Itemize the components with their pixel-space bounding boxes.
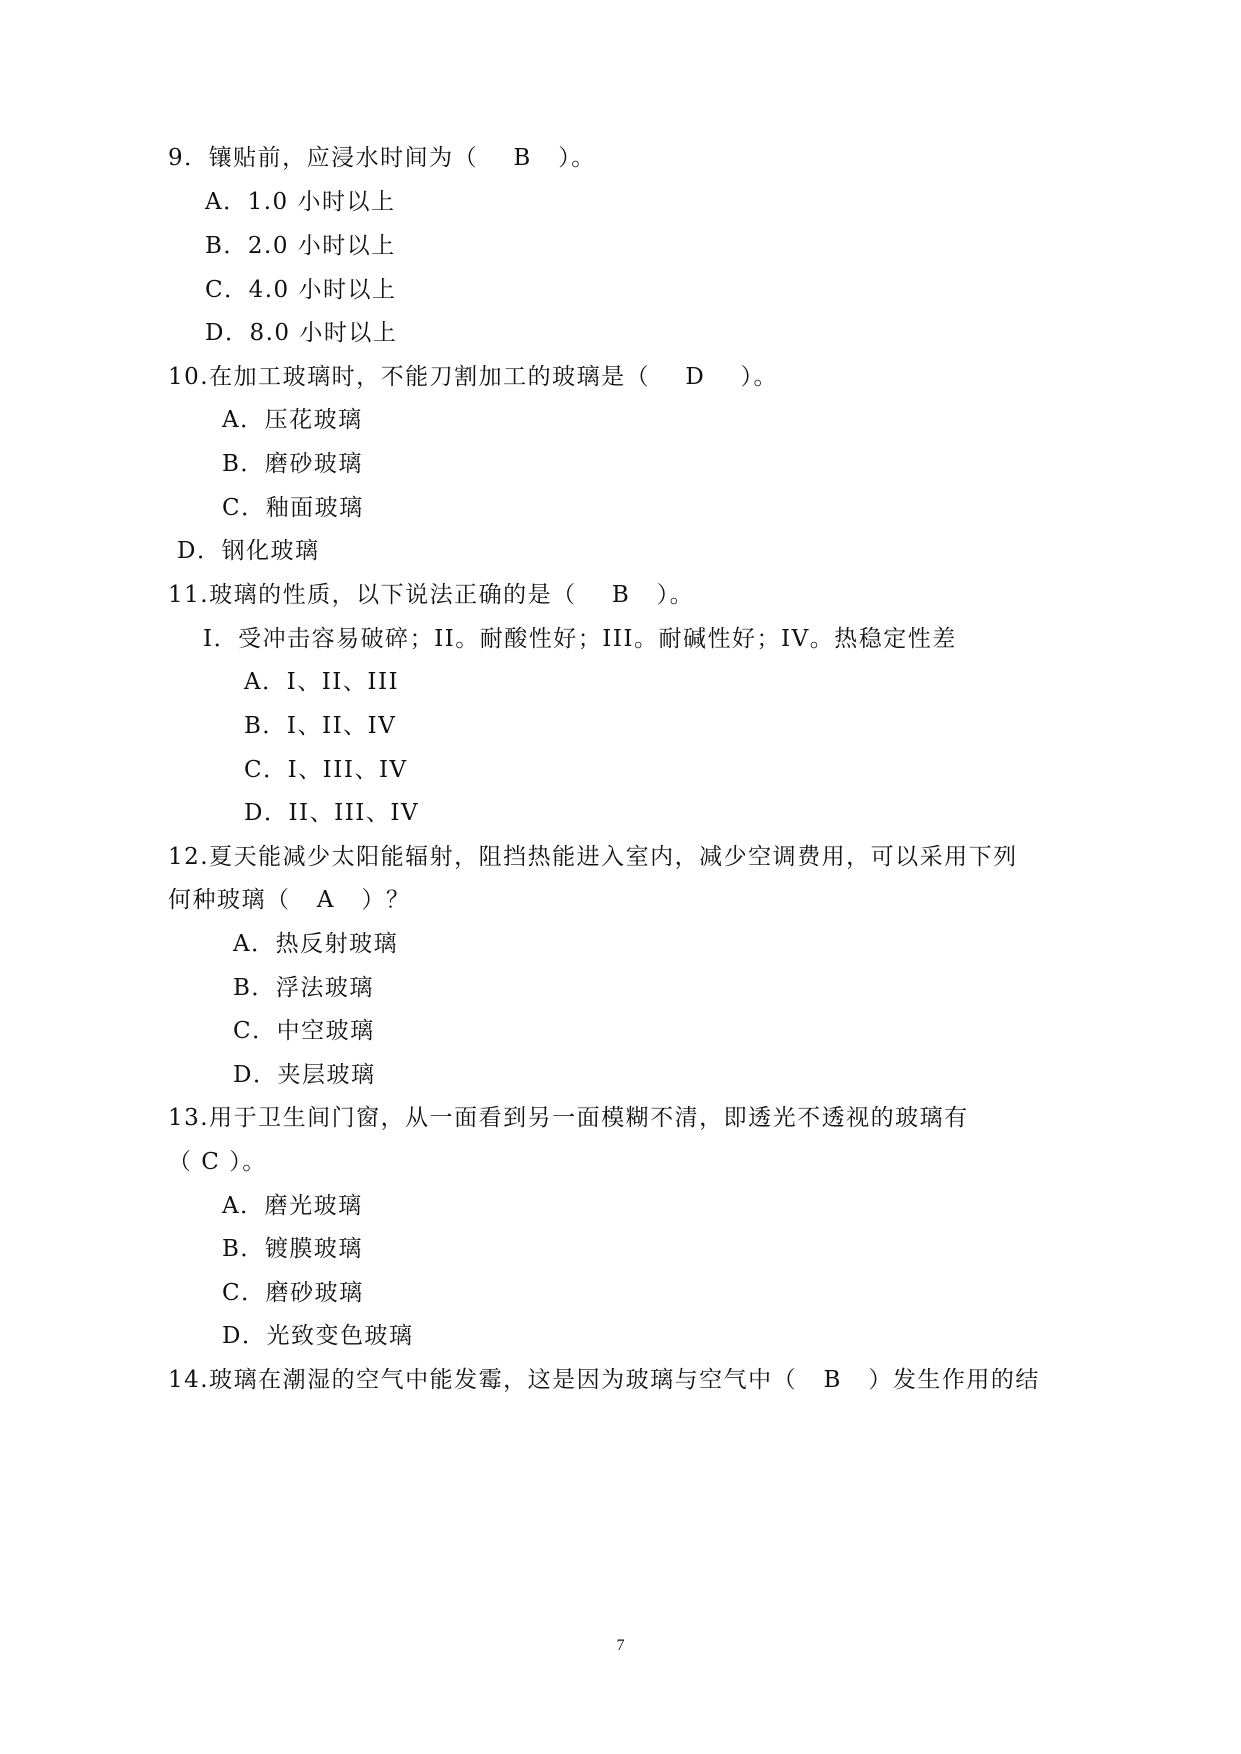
question-12-option-c: C．中空玻璃 [233, 1018, 375, 1044]
question-10-option-d: D．钢化玻璃 [177, 538, 320, 564]
question-9-option-d: D．8.0 小时以上 [205, 320, 398, 346]
question-13-option-c: C．磨砂玻璃 [222, 1280, 364, 1306]
question-10-option-b: B．磨砂玻璃 [222, 451, 363, 477]
question-11-option-b: B．I、II、IV [244, 713, 397, 739]
question-11-option-d: D．II、III、IV [244, 800, 420, 826]
question-12-stem-line2: 何种玻璃（ A ）？ [168, 887, 411, 913]
question-9-option-a: A．1.0 小时以上 [205, 189, 396, 215]
question-12-option-a: A．热反射玻璃 [233, 931, 399, 957]
question-10-option-a: A．压花玻璃 [222, 407, 363, 433]
question-11-stem: 11.玻璃的性质，以下说法正确的是（ B ）。 [168, 582, 695, 608]
question-13-stem-line2: （ C ）。 [168, 1149, 267, 1175]
question-11-option-c: C．I、III、IV [244, 757, 408, 783]
question-9-option-c: C．4.0 小时以上 [205, 277, 397, 303]
question-13-option-b: B．镀膜玻璃 [222, 1236, 363, 1262]
page-number: 7 [616, 1637, 625, 1654]
question-10-option-c: C．釉面玻璃 [222, 495, 364, 521]
question-14-stem: 14.玻璃在潮湿的空气中能发霉，这是因为玻璃与空气中（ B ）发生作用的结 [168, 1367, 1040, 1393]
question-9-stem: 9．镶贴前，应浸水时间为（ B ）。 [168, 145, 596, 171]
question-13-stem-line1: 13.用于卫生间门窗，从一面看到另一面模糊不清，即透光不透视的玻璃有 [168, 1105, 969, 1131]
question-9-option-b: B．2.0 小时以上 [205, 233, 396, 259]
question-13-option-a: A．磨光玻璃 [222, 1193, 363, 1219]
question-11-statements: I．受冲击容易破碎；II。耐酸性好；III。耐碱性好；IV。热稳定性差 [203, 626, 957, 652]
question-11-option-a: A．I、II、III [244, 669, 400, 695]
question-12-option-d: D．夹层玻璃 [233, 1062, 376, 1088]
question-12-stem-line1: 12.夏天能减少太阳能辐射，阻挡热能进入室内，减少空调费用，可以采用下列 [168, 844, 1018, 870]
question-10-stem: 10.在加工玻璃时，不能刀割加工的玻璃是（ D ）。 [168, 364, 779, 390]
question-12-option-b: B．浮法玻璃 [233, 975, 374, 1001]
question-13-option-d: D．光致变色玻璃 [222, 1323, 414, 1349]
